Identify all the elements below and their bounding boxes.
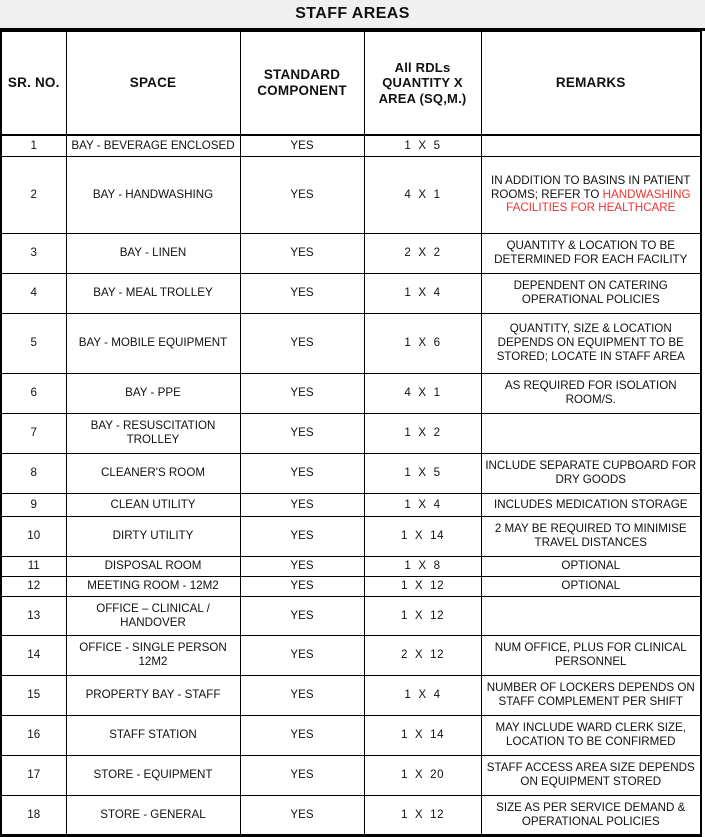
cell-remarks [481,755,701,795]
quantity-value: 1 [400,579,408,593]
cell-space: CLEANER'S ROOM [66,453,240,493]
table-title-band [0,0,705,31]
quantity-value: 1 [404,688,412,702]
cell-quantity-area [364,453,481,493]
cell-standard-component: YES [240,755,364,795]
cell-standard-component: YES [240,273,364,313]
table-row [1,413,701,453]
table-row [1,493,701,516]
cell-space: OFFICE – CLINICAL / HANDOVER [66,596,240,635]
cell-standard-component: YES [240,413,364,453]
multiply-symbol: X [418,336,427,350]
column-header-space: SPACE [66,32,240,136]
multiply-symbol: X [414,608,424,622]
table-row [1,516,701,556]
quantity-expression [404,688,440,702]
cell-space: BAY - LINEN [66,233,240,273]
area-value: 4 [433,497,441,511]
multiply-symbol: X [414,807,424,821]
table-row [1,635,701,675]
cell-sr-no: 12 [1,576,66,596]
cell-remarks [481,675,701,715]
cell-sr-no: 14 [1,635,66,675]
header-line-2: QUANTITY X [382,75,463,91]
cell-space: PROPERTY BAY - STAFF [66,675,240,715]
remarks-text: AS REQUIRED FOR ISOLATION ROOM/S. [504,379,677,406]
page-title: STAFF AREAS [295,5,410,22]
quantity-expression [401,648,444,662]
table-row [1,273,701,313]
remarks-text: STAFF ACCESS AREA SIZE DEPENDS ON EQUIPMENT STORED [486,761,695,788]
remarks-text: MAY INCLUDE WARD CLERK SIZE, LOCATION TO BE CONFIRMED [495,721,686,748]
cell-sr-no: 4 [1,273,66,313]
cell-space: DIRTY UTILITY [66,516,240,556]
cell-standard-component: YES [240,635,364,675]
remarks-text: OPTIONAL [561,559,621,573]
cell-space: BAY - MEAL TROLLEY [66,273,240,313]
header-line-2: COMPONENT [257,83,347,98]
cell-quantity-area [364,493,481,516]
column-header-quantity-area [364,32,481,136]
cell-standard-component: YES [240,453,364,493]
cell-quantity-area [364,755,481,795]
remarks-text: INCLUDE SEPARATE CUPBOARD FOR DRY GOODS [485,459,697,486]
cell-remarks [481,493,701,516]
remarks-text: INCLUDES MEDICATION STORAGE [494,497,688,511]
cell-quantity-area [364,516,481,556]
cell-remarks [481,233,701,273]
area-value: 8 [433,559,441,573]
cell-space: DISPOSAL ROOM [66,556,240,576]
cell-space: STAFF STATION [66,715,240,755]
cell-space: STORE - EQUIPMENT [66,755,240,795]
cell-quantity-area [364,233,481,273]
area-value: 5 [433,138,441,152]
cell-space: CLEAN UTILITY [66,493,240,516]
area-value: 6 [433,336,441,350]
multiply-symbol: X [418,688,427,702]
cell-sr-no: 7 [1,413,66,453]
quantity-value: 1 [404,138,412,152]
remarks-text: NUMBER OF LOCKERS DEPENDS ON STAFF COMPLEMENT PER SHIFT [486,681,695,708]
quantity-value: 4 [404,386,412,400]
cell-sr-no: 15 [1,675,66,715]
cell-sr-no: 5 [1,313,66,373]
cell-quantity-area [364,556,481,576]
quantity-value: 1 [400,768,408,782]
cell-remarks [481,516,701,556]
area-value: 12 [430,648,445,662]
area-value: 12 [430,807,445,821]
cell-standard-component: YES [240,795,364,835]
remarks-text: QUANTITY & LOCATION TO BE DETERMINED FOR EACH FACILITY [494,239,688,266]
cell-quantity-area [364,635,481,675]
quantity-expression [401,728,444,742]
cell-remarks [481,635,701,675]
cell-standard-component: YES [240,596,364,635]
quantity-expression [401,609,444,623]
table-row [1,135,701,156]
multiply-symbol: X [414,579,424,593]
cell-sr-no: 18 [1,795,66,835]
cell-sr-no: 11 [1,556,66,576]
multiply-symbol: X [418,187,427,201]
area-value: 2 [433,246,441,260]
quantity-expression [404,466,440,480]
table-row [1,313,701,373]
quantity-value: 4 [404,187,412,201]
cell-quantity-area [364,373,481,413]
cell-space: BAY - HANDWASHING [66,156,240,233]
remarks-text: SIZE AS PER SERVICE DEMAND & OPERATIONAL POLICIES [496,800,686,828]
quantity-expression [404,559,440,573]
cell-quantity-area [364,576,481,596]
table-row [1,373,701,413]
area-value: 4 [433,286,441,300]
quantity-value: 1 [404,286,412,300]
remarks-text: DEPENDENT ON CATERING OPERATIONAL POLICIES [513,279,668,306]
cell-standard-component: YES [240,313,364,373]
remarks-text: IN ADDITION TO BASINS IN PATIENT ROOMS; REFER TO [491,173,691,201]
quantity-expression [401,529,444,543]
multiply-symbol: X [418,466,427,480]
cell-standard-component: YES [240,373,364,413]
cell-quantity-area [364,413,481,453]
cell-remarks [481,135,701,156]
quantity-expression [404,286,440,300]
multiply-symbol: X [414,648,424,662]
cell-sr-no: 16 [1,715,66,755]
cell-space: BAY - MOBILE EQUIPMENT [66,313,240,373]
table-row [1,596,701,635]
multiply-symbol: X [418,138,427,152]
cell-quantity-area [364,135,481,156]
remarks-highlight-text: HANDWASHING FACILITIES FOR HEALTHCARE [506,187,691,215]
cell-remarks [481,156,701,233]
quantity-value: 1 [400,608,408,622]
table-row [1,576,701,596]
cell-standard-component: YES [240,556,364,576]
table-row [1,755,701,795]
quantity-value: 1 [400,529,408,543]
cell-standard-component: YES [240,516,364,556]
table-header-row [1,32,701,136]
table-row [1,795,701,835]
cell-sr-no: 6 [1,373,66,413]
cell-space: BAY - PPE [66,373,240,413]
area-value: 20 [430,768,445,782]
remarks-text: 2 MAY BE REQUIRED TO MINIMISE TRAVEL DISTANCES [494,522,687,549]
cell-standard-component: YES [240,576,364,596]
cell-remarks [481,413,701,453]
cell-quantity-area [364,715,481,755]
quantity-value: 2 [400,648,408,662]
cell-standard-component: YES [240,233,364,273]
table-row [1,156,701,233]
quantity-value: 1 [404,497,412,511]
cell-quantity-area [364,675,481,715]
multiply-symbol: X [414,768,424,782]
quantity-expression [401,808,444,822]
area-value: 12 [430,608,445,622]
quantity-expression [404,139,440,153]
cell-quantity-area [364,156,481,233]
quantity-value: 1 [400,807,408,821]
area-value: 14 [430,728,445,742]
table-row [1,453,701,493]
quantity-expression [404,386,440,400]
header-line-3: AREA (SQ,M.) [378,90,467,106]
quantity-expression [404,426,440,440]
cell-remarks [481,596,701,635]
cell-sr-no: 10 [1,516,66,556]
cell-quantity-area [364,795,481,835]
area-value: 1 [433,386,441,400]
quantity-expression [404,246,440,260]
cell-remarks [481,576,701,596]
cell-sr-no: 1 [1,135,66,156]
table-row [1,675,701,715]
quantity-expression [404,336,440,350]
area-value: 4 [433,688,441,702]
cell-space: STORE - GENERAL [66,795,240,835]
cell-sr-no: 17 [1,755,66,795]
quantity-expression [404,498,440,512]
multiply-symbol: X [418,497,427,511]
column-header-sr-no: SR. NO. [1,32,66,136]
area-value: 5 [433,466,441,480]
cell-quantity-area [364,273,481,313]
cell-sr-no: 9 [1,493,66,516]
cell-sr-no: 2 [1,156,66,233]
table-row [1,556,701,576]
header-line-1: STANDARD [263,67,341,83]
cell-standard-component: YES [240,715,364,755]
column-header-remarks: REMARKS [481,32,701,136]
quantity-value: 1 [404,336,412,350]
quantity-expression [401,579,444,593]
remarks-text: QUANTITY, SIZE & LOCATION DEPENDS ON EQUIPMENT TO BE STORED; LOCATE IN STAFF AREA [496,322,685,363]
quantity-expression [401,768,444,782]
quantity-value: 2 [404,246,412,260]
cell-space: OFFICE - SINGLE PERSON 12M2 [66,635,240,675]
cell-standard-component: YES [240,675,364,715]
cell-sr-no: 13 [1,596,66,635]
column-header-standard-component [240,32,364,136]
multiply-symbol: X [418,426,427,440]
cell-standard-component: YES [240,493,364,516]
quantity-value: 1 [404,559,412,573]
multiply-symbol: X [414,728,424,742]
quantity-expression [404,188,440,202]
cell-sr-no: 3 [1,233,66,273]
multiply-symbol: X [414,529,424,543]
staff-areas-table [0,31,702,837]
cell-remarks [481,273,701,313]
table-row [1,715,701,755]
quantity-value: 1 [404,426,412,440]
area-value: 2 [433,426,441,440]
area-value: 14 [430,529,445,543]
table-body [1,135,701,835]
header-line-1: All RDLs [394,60,451,75]
remarks-text: NUM OFFICE, PLUS FOR CLINICAL PERSONNEL [494,641,687,668]
cell-quantity-area [364,596,481,635]
cell-remarks [481,313,701,373]
cell-remarks [481,715,701,755]
quantity-value: 1 [404,466,412,480]
table-row [1,233,701,273]
cell-sr-no: 8 [1,453,66,493]
area-value: 1 [433,187,441,201]
cell-quantity-area [364,313,481,373]
cell-remarks [481,453,701,493]
cell-space: BAY - BEVERAGE ENCLOSED [66,135,240,156]
cell-standard-component: YES [240,135,364,156]
multiply-symbol: X [418,559,427,573]
cell-space: BAY - RESUSCITATION TROLLEY [66,413,240,453]
multiply-symbol: X [418,246,427,260]
quantity-value: 1 [400,728,408,742]
multiply-symbol: X [418,386,427,400]
multiply-symbol: X [418,286,427,300]
cell-remarks [481,795,701,835]
area-value: 12 [430,579,445,593]
cell-standard-component: YES [240,156,364,233]
cell-space: MEETING ROOM - 12M2 [66,576,240,596]
cell-remarks [481,556,701,576]
cell-remarks [481,373,701,413]
remarks-text: OPTIONAL [561,579,621,593]
